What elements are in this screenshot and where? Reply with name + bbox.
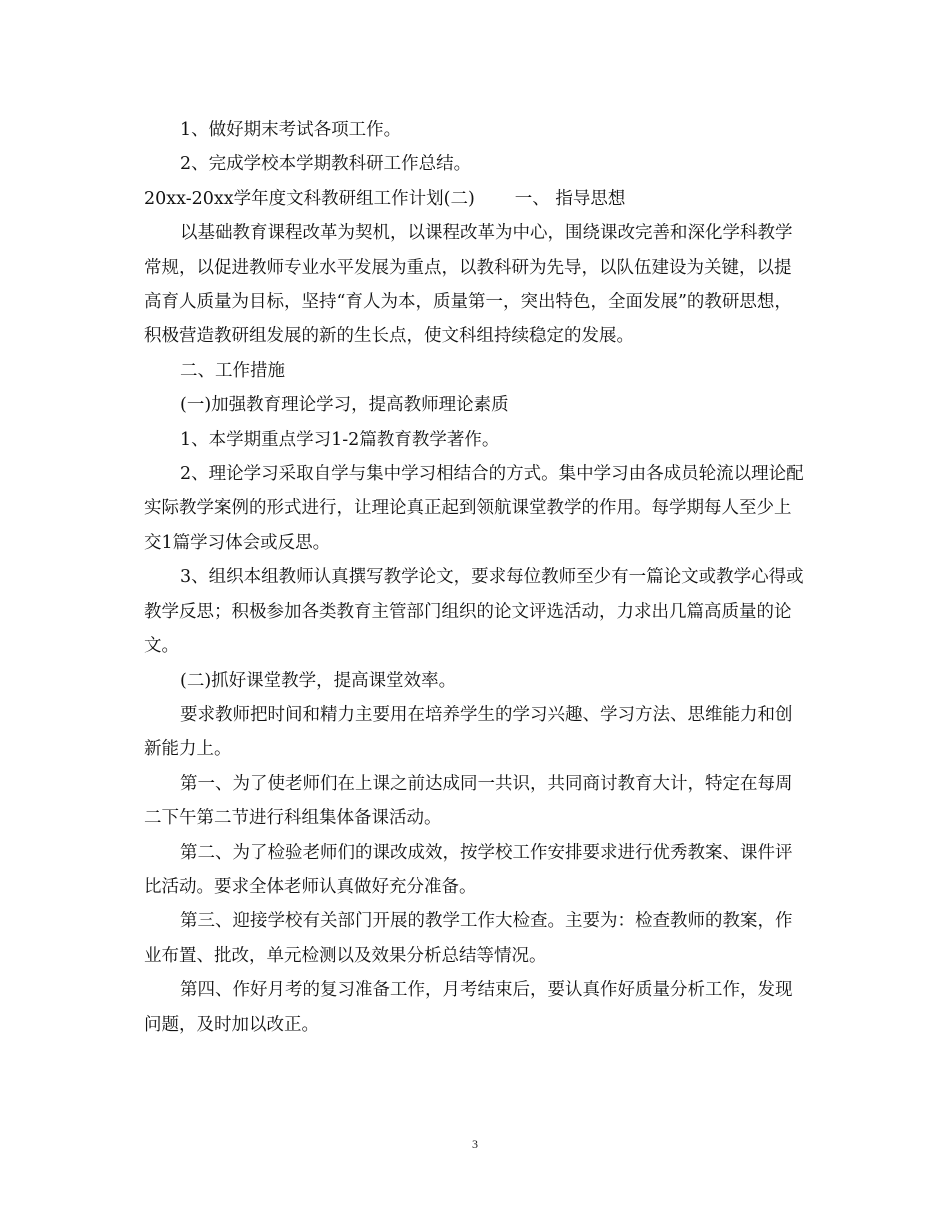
page-number: 3 [472, 1137, 478, 1151]
section-guiding-ideology: 一、 指导思想 [514, 188, 626, 209]
paragraph-papers: 3、组织本组教师认真撰写教学论文，要求每位教师至少有一篇论文或教学心得或教学反思；积极参加各类教育主管部门组织的论文评选活动，力求出几篇高质量的论文。 [144, 567, 804, 657]
plan-title-line [144, 182, 806, 216]
paragraph-guiding-ideology: 以基础教育课程改革为契机，以课程改革为中心，围绕课改完善和深化学科教学常规，以促进教师专业水平发展为重点，以教科研为先导，以队伍建设为关键，以提高育人质量为目标，坚持“育人为本，质量第一，突出特色，全面发展”的教研思想，积极营造教研组发展的新的生长点，使文科组持续稳定的发展。 [144, 223, 793, 347]
section-work-measures: 二、工作措施 [180, 360, 285, 381]
paragraph-first: 第一、为了使老师们在上课之前达成同一共识，共同商讨教育大计，特定在每周二下午第二节进行科组集体备课活动。 [144, 773, 793, 829]
paragraph-summary: 2、完成学校本学期教科研工作总结。 [180, 154, 472, 175]
paragraph-second: 第二、为了检验老师们的课改成效，按学校工作安排要求进行优秀教案、课件评比活动。要求全体老师认真做好充分准备。 [144, 842, 793, 897]
paragraph-fourth: 第四、作好月考的复习准备工作，月考结束后，要认真作好质量分析工作，发现问题，及时加以改正。 [144, 980, 793, 1035]
subsection-classroom-teaching: (二)抓好课堂教学，提高课堂效率。 [180, 670, 457, 691]
document-body [144, 113, 806, 1042]
plan-title: 20xx-20xx学年度文科教研组工作计划(二) [144, 188, 475, 209]
paragraph-third: 第三、迎接学校有关部门开展的教学工作大检查。主要为：检查教师的教案，作业布置、批改，单元检测以及效果分析总结等情况。 [144, 911, 793, 966]
subsection-theory-study: (一)加强教育理论学习，提高教师理论素质 [180, 395, 509, 416]
paragraph-teacher-focus: 要求教师把时间和精力主要用在培养学生的学习兴趣、学习方法、思维能力和创新能力上。 [144, 704, 793, 760]
paragraph-study-books: 1、本学期重点学习1-2篇教育教学著作。 [180, 429, 500, 450]
paragraph-study-method: 2、理论学习采取自学与集中学习相结合的方式。集中学习由各成员轮流以理论配实际教学案例的形式进行，让理论真正起到领航课堂教学的作用。每学期每人至少上交1篇学习体会或反思。 [144, 464, 804, 553]
paragraph-exam-work: 1、做好期末考试各项工作。 [180, 120, 402, 140]
